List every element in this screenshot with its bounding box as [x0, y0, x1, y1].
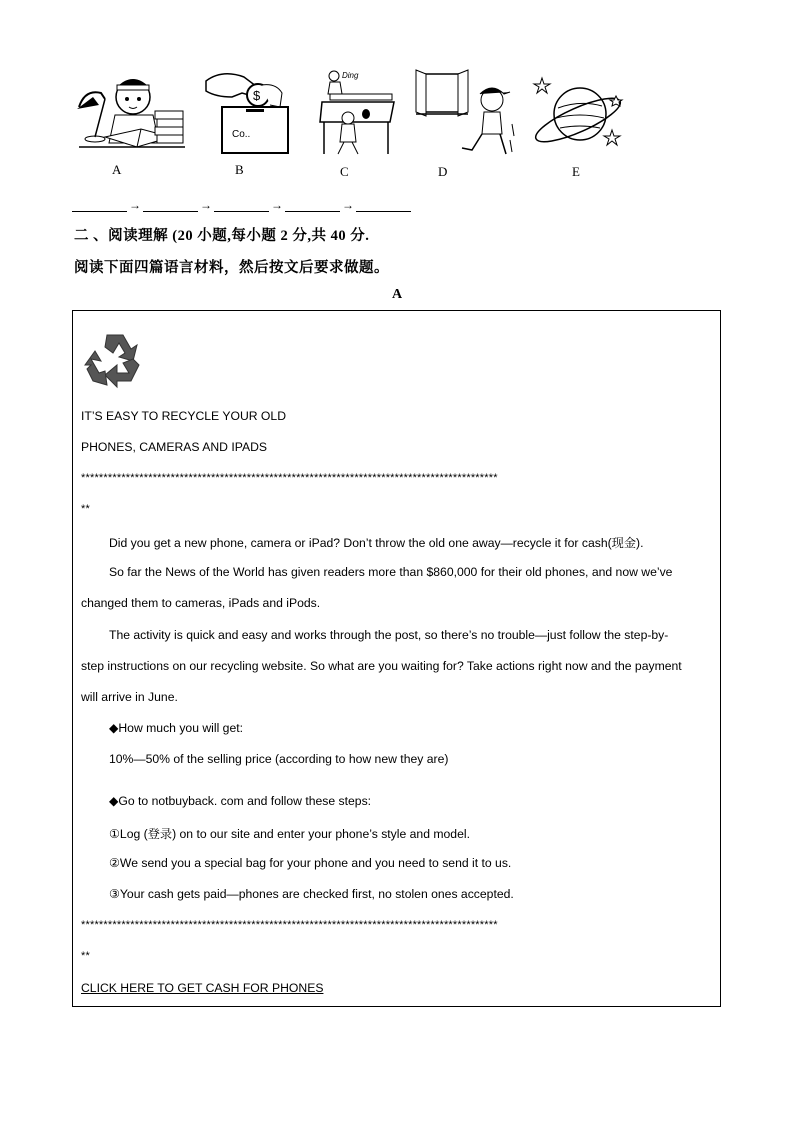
- section-instruction: 阅读下面四篇语言材料，然后按文后要求做题。: [74, 260, 389, 276]
- ad-paragraph-3: The activity is quick and easy and works through the post, so there’s no trouble—just follow the step-by-: [109, 628, 669, 642]
- answer-blank-3[interactable]: [214, 197, 269, 212]
- star-divider: *********************************************************************************************: [81, 472, 498, 484]
- star-divider: *********************************************************************************************: [81, 919, 498, 931]
- step-1: ①Log (登录) on to our site and enter your phone’s style and model.: [109, 827, 470, 841]
- picture-label-a: A: [112, 162, 122, 177]
- picture-d-window-boy: [412, 64, 520, 164]
- how-much-value: 10%—50% of the selling price (according to how new they are): [109, 752, 449, 766]
- answer-blank-2[interactable]: [143, 197, 198, 212]
- passage-label: A: [391, 287, 403, 302]
- section-title: 二 、阅读理解 (20 小题,每小题 2 分,共 40 分.: [74, 228, 370, 244]
- star-divider: **: [81, 503, 90, 515]
- arrow-icon: →: [129, 198, 141, 212]
- svg-text:Co..: Co..: [232, 129, 251, 140]
- picture-label-d: D: [438, 164, 448, 179]
- picture-row: [70, 62, 630, 187]
- recycle-ad-box: [72, 310, 721, 1007]
- ad-paragraph-2: So far the News of the World has given readers more than $860,000 for their old phones, and now we’ve: [109, 565, 673, 579]
- arrow-icon: →: [342, 198, 354, 212]
- svg-text:Ding: Ding: [342, 71, 359, 80]
- svg-text:$: $: [253, 88, 261, 103]
- ad-paragraph-3-cont: will arrive in June.: [81, 690, 178, 704]
- picture-label-c: C: [340, 164, 349, 179]
- picture-c-table-tennis: [316, 64, 396, 158]
- arrow-icon: →: [200, 198, 212, 212]
- ad-paragraph-2-cont: changed them to cameras, iPads and iPods.: [81, 596, 321, 610]
- ad-heading-line-2: PHONES, CAMERAS AND IPADS: [81, 440, 268, 454]
- recycle-icon: [83, 329, 149, 396]
- picture-label-e: E: [572, 164, 580, 179]
- ad-paragraph-3-cont: step instructions on our recycling website. So what are you waiting for? Take actions right now and the payment: [81, 659, 682, 673]
- steps-heading: ◆Go to notbuyback. com and follow these steps:: [109, 794, 372, 808]
- step-2: ②We send you a special bag for your phone and you need to send it to us.: [109, 856, 512, 870]
- picture-e-planet: [528, 70, 624, 156]
- ad-paragraph-1: Did you get a new phone, camera or iPad? Don’t throw the old one away—recycle it for cash(现金).: [109, 536, 644, 550]
- step-3: ③Your cash gets paid—phones are checked first, no stolen ones accepted.: [109, 887, 514, 901]
- ad-heading-line-1: IT’S EASY TO RECYCLE YOUR OLD: [81, 409, 286, 423]
- arrow-icon: →: [271, 198, 283, 212]
- cash-for-phones-link[interactable]: CLICK HERE TO GET CASH FOR PHONES: [81, 981, 324, 995]
- picture-a-studying: [75, 67, 187, 159]
- answer-blank-1[interactable]: [72, 197, 127, 212]
- order-answer-row: [72, 192, 411, 212]
- star-divider: **: [81, 950, 90, 962]
- how-much-heading: ◆How much you will get:: [109, 721, 244, 735]
- answer-blank-4[interactable]: [285, 197, 340, 212]
- answer-blank-5[interactable]: [356, 197, 411, 212]
- picture-b-coin-box: [202, 67, 294, 157]
- picture-label-b: B: [235, 162, 244, 177]
